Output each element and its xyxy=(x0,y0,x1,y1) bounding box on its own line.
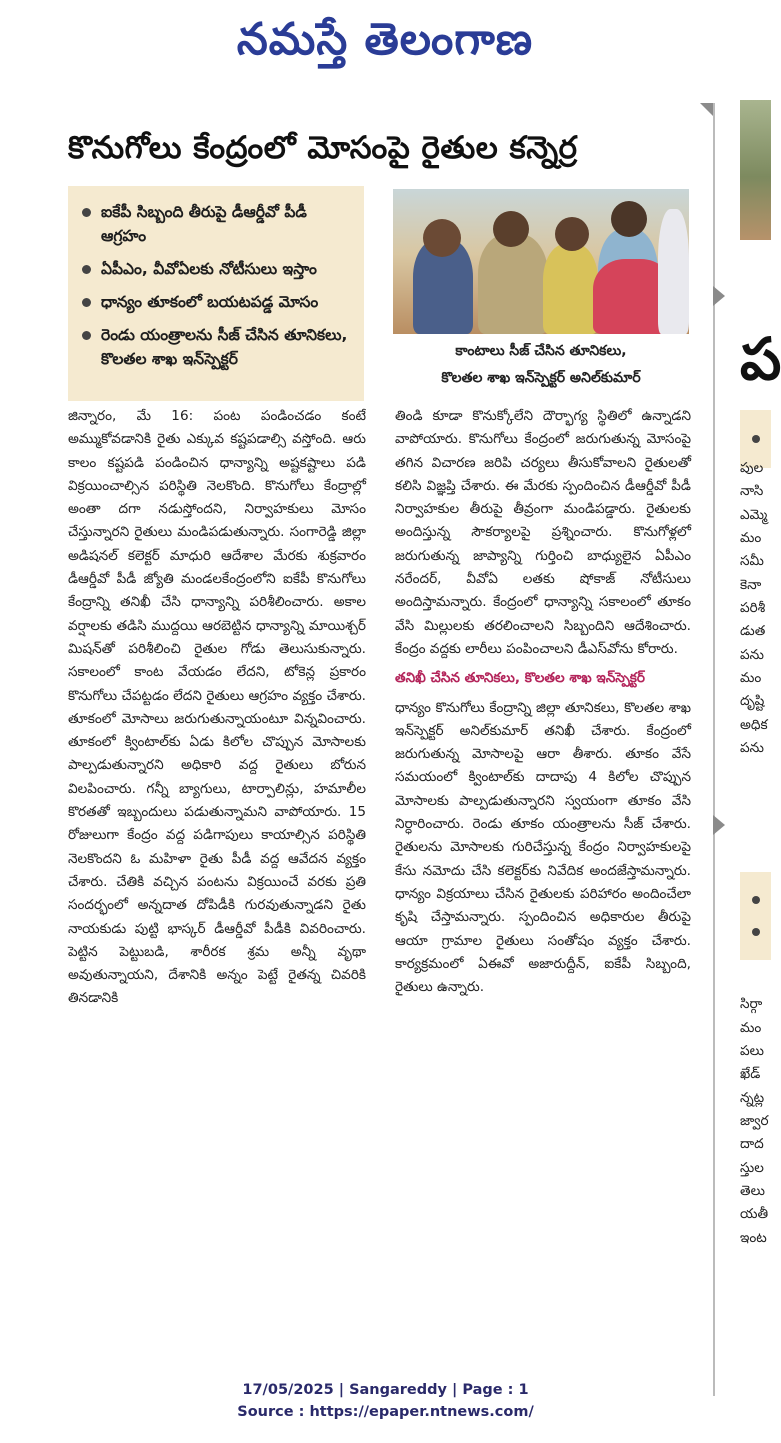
adjacent-line: ఇంట xyxy=(740,1230,767,1246)
adjacent-line: తెలు xyxy=(740,1183,765,1199)
bullet-icon xyxy=(82,208,91,217)
adjacent-line: జ్వార xyxy=(740,1113,769,1129)
bullet-icon xyxy=(752,896,760,904)
photo-caption-line: కాంటాలు సీజ్ చేసిన తూనికలు, xyxy=(455,343,627,359)
adjacent-line: స్తుల xyxy=(740,1160,764,1176)
adjacent-article-strip xyxy=(740,100,781,1400)
highlight-item: ఐకేపీ సిబ్బంది తీరుపై డీఆర్డీవో పీడీ ఆగ్రహం xyxy=(82,200,354,248)
adjacent-line: సమీ xyxy=(740,553,764,569)
adjacent-line: సిర్గా xyxy=(740,996,763,1012)
article-column-2 xyxy=(395,405,691,1300)
adjacent-line: మం xyxy=(740,530,762,546)
adjacent-line: దృష్టి xyxy=(740,693,765,709)
bullet-icon xyxy=(752,435,760,443)
photo-caption-line: కొలతల శాఖ ఇన్‌స్పెక్టర్ అనిల్‌కుమార్ xyxy=(441,370,641,386)
highlight-item: ధాన్యం తూకంలో బయటపడ్డ మోసం xyxy=(82,290,354,314)
footer-date-edition: 17/05/2025 | Sangareddy | Page : 1 xyxy=(242,1382,529,1398)
adjacent-line: న్నట్ల xyxy=(740,1090,765,1106)
highlight-item: ఏపీఎం, వీవోఏలకు నోటీసులు ఇస్తాం xyxy=(82,257,354,281)
adjacent-highlight-box xyxy=(740,872,771,960)
bullet-icon xyxy=(82,298,91,307)
article-column-1: జిన్నారం, మే 16: పంట పండించడం కంటే అమ్ముకోవడానికి రైతు ఎక్కువ కష్టపడాల్సి వస్తోంది. ఆరు కాలం కష్టపడి పండించిన ధాన్యాన్ని అష్టకష్టాలు పడి విక్రయించాల్సిన పరిస్థితి నెలకొంది. కొనుగోలు కేంద్రాల్లో అంతా దగా నడుస్తోందని, నిర్వాహకులు మోసం చేస్తున్నారని రైతులు మండిపడుతున్నారు. సంగారెడ్డి జిల్లా అడిషనల్ కలెక్టర్ మాధురి ఆదేశాల మేరకు శుక్రవారం డీఆర్డీవో పీడీ జ్యోతి మండలకేంద్రంలోని ఐకేపీ కొనుగోలు కేంద్రాన్ని తనిఖీ చేసి ధాన్యాన్ని పరిశీలించారు. అకాల వర్షాలకు తడిసి ముద్దయి ఆరబెట్టిన ధాన్యాన్ని మాయిశ్చర్ మిషన్‌తో పరిశీలించి రైతుల గోడు తెలుసుకున్నారు. సకాలంలో కాంట వేయడం లేదని, టోకెన్ల ప్రకారం కొనుగోలు చేపట్టడం లేదని రైతులు ఆగ్రహం వ్యక్తం చేశారు. తూకంలో మోసాలు జరుగుతున్నాయంటూ విన్నవించారు. తూకంలో క్వింటాల్‌కు ఏడు కిలోల చొప్పున మోసాలకు పాల్పడుతున్నారని అధికారి వద్ద రైతులు బోరున విలపించారు. గన్నీ బ్యాగులు, టార్పాలిన్లు, హమాలీల కొరతతో ఇబ్బందులు పడుతున్నామని వాపోయారు. 15 రోజులుగా కేంద్రం వద్ద పడిగాపులు కాయాల్సిన పరిస్థితి నెలకొందని ఓ మహిళా రైతు పీడీ వద్ద ఆవేదన వ్యక్తం చేశారు. చేతికి వచ్చిన పంటను విక్రయించే వరకు ప్రతి సందర్భంలో అన్నదాత దోపిడీకి గురవుతున్నాడని రైతు నాయకుడు పుట్టి భాస్కర్ డీఆర్డీవో పీడీకి వివరించారు. పెట్టిన పెట్టుబడి, శారీరక శ్రమ అన్నీ వృథా అవుతున్నాయని, దేశానికి అన్నం పెట్టే రైతన్న చివరికి తినడానికి xyxy=(68,408,366,1007)
adjacent-line: మం xyxy=(740,670,762,686)
adjacent-line: పను xyxy=(740,740,764,756)
adjacent-line: ఎమ్మె xyxy=(740,507,768,523)
adjacent-line: పలు xyxy=(740,1043,765,1059)
page-corner-marker xyxy=(700,103,713,116)
highlight-item: రెండు యంత్రాలను సీజ్ చేసిన తూనికలు, కొలతల శాఖ ఇన్‌స్పెక్టర్ xyxy=(82,323,354,371)
adjacent-line: పరిశీ xyxy=(740,600,766,616)
adjacent-line: ఖేడ్ xyxy=(740,1066,761,1082)
page-edge-marker xyxy=(713,815,725,835)
article-subheading: తనిఖీ చేసిన తూనికలు, కొలతల శాఖ ఇన్‌స్పెక్టర్ xyxy=(395,670,645,687)
highlights-box xyxy=(68,186,364,401)
bullet-icon xyxy=(752,928,760,936)
bullet-icon xyxy=(82,265,91,274)
adjacent-line: మం xyxy=(740,1020,762,1036)
adjacent-line: డుత xyxy=(740,623,766,639)
article-paragraph: ధాన్యం కొనుగోలు కేంద్రాన్ని జిల్లా తూనికలు, కొలతల శాఖ ఇన్‌స్పెక్టర్ అనిల్‌కుమార్ తనిఖీ చేశారు. కేంద్రంలో జరుగుతున్న మోసాలపై ఆరా తీశారు. తూకం వేసే సమయంలో క్వింటాల్‌కు దాదాపు 4 కిలోల చొప్పున మోసాలకు పాల్పడుతున్నారని స్వయంగా తూకం వేసి నిర్ధారించారు. రెండు తూకం యంత్రాలను సీజ్ చేశారు. రైతులను మోసాలకు గురిచేస్తున్న కేంద్రం నిర్వాహకులపై కేసు నమోదు చేసి కలెక్టర్‌కు నివేదిక అందజేస్తామన్నారు. ధాన్యం విక్రయాలు చేసిన రైతులకు పరిహారం అందించేలా కృషి చేస్తామన్నారు. స్పందించిన అధికారుల తీరుపై ఆయా గ్రామాల రైతులు సంతోషం వ్యక్తం చేశారు. కార్యక్రమంలో ఏఈవో అజారుద్దీన్, ఐకేపీ సిబ్బంది, రైతులు ఉన్నారు. xyxy=(395,699,691,996)
masthead-title: నమస్తే తెలంగాణ xyxy=(236,14,534,65)
photo-caption xyxy=(393,338,689,402)
adjacent-photo xyxy=(740,100,771,240)
adjacent-line: కెనా xyxy=(740,577,762,593)
adjacent-line: దాద xyxy=(740,1136,764,1152)
adjacent-headline-glyph: ప xyxy=(740,325,781,393)
article-paragraph: తిండి కూడా కొనుక్కోలేని దౌర్భాగ్య స్థితిలో ఉన్నాడని వాపోయారు. కొనుగోలు కేంద్రంలో జరుగుతున్న మోసంపై తగిన విచారణ జరిపి చర్యలు తీసుకోవాలని రైతులతో కలిసి విజ్ఞప్తి చేశారు. ఈ మేరకు స్పందించిన డీఆర్డీవో పీడీ నిర్వాహకుల తీరుపై తీవ్రంగా మండిపడ్డారు. రైతులకు అందిస్తున్న సౌకర్యాలపై ప్రశ్నించారు. కొనుగోళ్లలో జరుగుతున్న జాప్యాన్ని గుర్తించి బాధ్యులైన ఏపీఎం నరేందర్, వీవోఏ లతకు షోకాజ్ నోటీసులు అందిస్తామన్నారు. కేంద్రంలో ధాన్యాన్ని సకాలంలో తూకం వేసి మిల్లులకు తరలించాలని సిబ్బందిని ఆదేశించారు. కేంద్రం వద్దకు లారీలు పంపించాలని డీఎస్‌వోను కోరారు. xyxy=(395,408,691,657)
article-headline: కొనుగోలు కేంద్రంలో మోసంపై రైతుల కన్నెర్ర xyxy=(68,130,578,166)
adjacent-line: పుల xyxy=(740,460,764,476)
bullet-icon xyxy=(82,331,91,340)
footer-source-link[interactable]: Source : https://epaper.ntnews.com/ xyxy=(237,1404,534,1420)
news-photo xyxy=(393,189,689,334)
adjacent-line: నాసి xyxy=(740,483,764,499)
adjacent-line: అధిక xyxy=(740,717,768,733)
page-edge-marker xyxy=(713,286,725,306)
adjacent-line: పను xyxy=(740,647,764,663)
adjacent-line: యతీ xyxy=(740,1206,769,1222)
